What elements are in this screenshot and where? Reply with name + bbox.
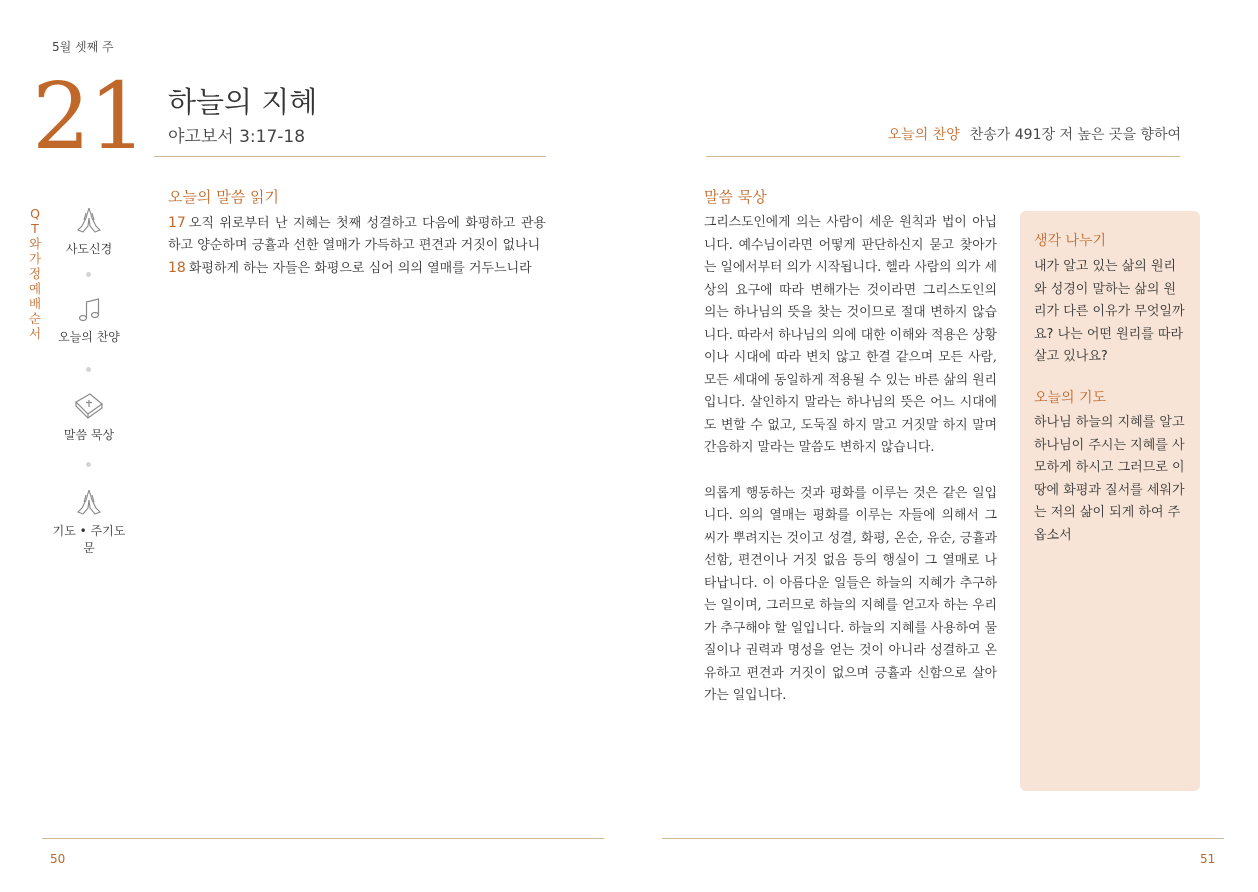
nav-label: 사도신경 (65, 242, 113, 256)
header-divider-right (706, 156, 1180, 157)
verse-number: 17 (168, 215, 186, 231)
todays-hymn (888, 124, 1181, 144)
verse-number: 18 (168, 260, 186, 276)
nav-separator-dot (86, 367, 91, 372)
nav-word-meditation[interactable] (50, 390, 128, 443)
header-divider-left (154, 156, 546, 157)
verse-text: 오직 위로부터 난 지혜는 첫째 성결하고 다음에 화평하고 관용하고 양순하며 긍휼과 선한 열매가 가득하고 편견과 거짓이 없나니 (168, 216, 546, 253)
sharing-heading: 생각 나누기 (1034, 233, 1107, 249)
meditation-body (704, 212, 997, 731)
nav-apostles-creed[interactable] (50, 204, 128, 257)
praying-hands-icon (50, 204, 128, 236)
meditation-paragraph: 그리스도인에게 의는 사람이 세운 원칙과 법이 아닙니다. 예수님이라면 어떻게 판단하신지 묻고 찾아가는 일에서부터 의가 시작됩니다. 헬라 사람의 의가 세상의 요구에 따라 변해가는 것이라면 그리스도인의 의는 하나님의 뜻을 찾는 것이므로 절대 변하지 않습니다. 따라서 하나님의 의에 대한 이해와 적용은 상황이나 시대에 따라 변치 않고 한결 같으며 모든 사람, 모든 세대에 동일하게 적용될 수 있는 바른 삶의 원리입니다. 살인하지 말라는 하나님의 뜻은 어느 시대에도 변할 수 없고, 도둑질 하지 말고 거짓말 하지 말며 간음하지 말라는 말씀도 변하지 않습니다. (704, 215, 997, 455)
page-number-left: 50 (50, 852, 66, 866)
scripture-reference: 야고보서 3:17-18 (168, 127, 306, 147)
bible-icon (50, 390, 128, 422)
nav-label: 기도 • 주기도문 (52, 524, 126, 555)
meditation-paragraph: 의롭게 행동하는 것과 평화를 이루는 것은 같은 일입니다. 의의 열매는 평화를 이루는 자들에 의해서 그 씨가 뿌려지는 것이고 성결, 화평, 온순, 유순, 긍휼과 선함, 편견이나 거짓 없음 등의 행실이 그 열매로 나타납니다. 이 아름다운 일들은 하늘의 지혜가 추구하는 일이며, 그러므로 하늘의 지혜를 얻고자 하는 우리가 추구해야 할 일입니다. 하늘의 지혜를 사용하여 물질이나 권력과 명성을 얻는 것이 아니라 성결하고 온유하고 편견과 거짓이 없으며 긍휼과 신함으로 살아가는 일입니다. (704, 485, 997, 703)
nav-prayer[interactable] (50, 486, 128, 556)
nav-label: 말씀 묵상 (63, 428, 115, 442)
meditation-heading: 말씀 묵상 (704, 188, 767, 206)
page-number-right: 51 (1200, 852, 1216, 866)
side-vertical-label: QT와 가정예배 순서 (28, 206, 46, 341)
prayer-text: 하나님 하늘의 지혜를 알고 하나님이 주시는 지혜를 사모하게 하시고 그러므로 이 땅에 화평과 질서를 세워가는 저의 삶이 되게 하여 주옵소서 (1034, 415, 1185, 543)
hymn-text: 찬송가 491장 저 높은 곳을 향하여 (969, 127, 1181, 143)
page-title: 하늘의 지혜 (168, 85, 318, 119)
sharing-text: 내가 알고 있는 삶의 원리와 성경이 말하는 삶의 원리가 다른 이유가 무엇일까요? 나는 어떤 원리를 따라 살고 있나요? (1034, 259, 1185, 364)
verse-text: 화평하게 하는 자들은 화평으로 심어 의의 열매를 거두느니라 (188, 261, 532, 276)
nav-label: 오늘의 찬양 (58, 330, 120, 344)
hymn-label: 오늘의 찬양 (887, 127, 960, 143)
reading-heading: 오늘의 말씀 읽기 (168, 188, 279, 206)
footer-divider-right (662, 838, 1224, 839)
nav-separator-dot (86, 462, 91, 467)
music-note-icon (50, 296, 128, 324)
praying-hands-icon (50, 486, 128, 518)
day-number: 21 (32, 63, 146, 170)
week-label: 5월 셋째 주 (52, 40, 114, 54)
footer-divider-left (42, 838, 604, 839)
scripture-text (168, 212, 546, 280)
prayer-heading: 오늘의 기도 (1034, 390, 1107, 406)
nav-todays-hymn[interactable] (50, 296, 128, 345)
nav-separator-dot (86, 272, 91, 277)
